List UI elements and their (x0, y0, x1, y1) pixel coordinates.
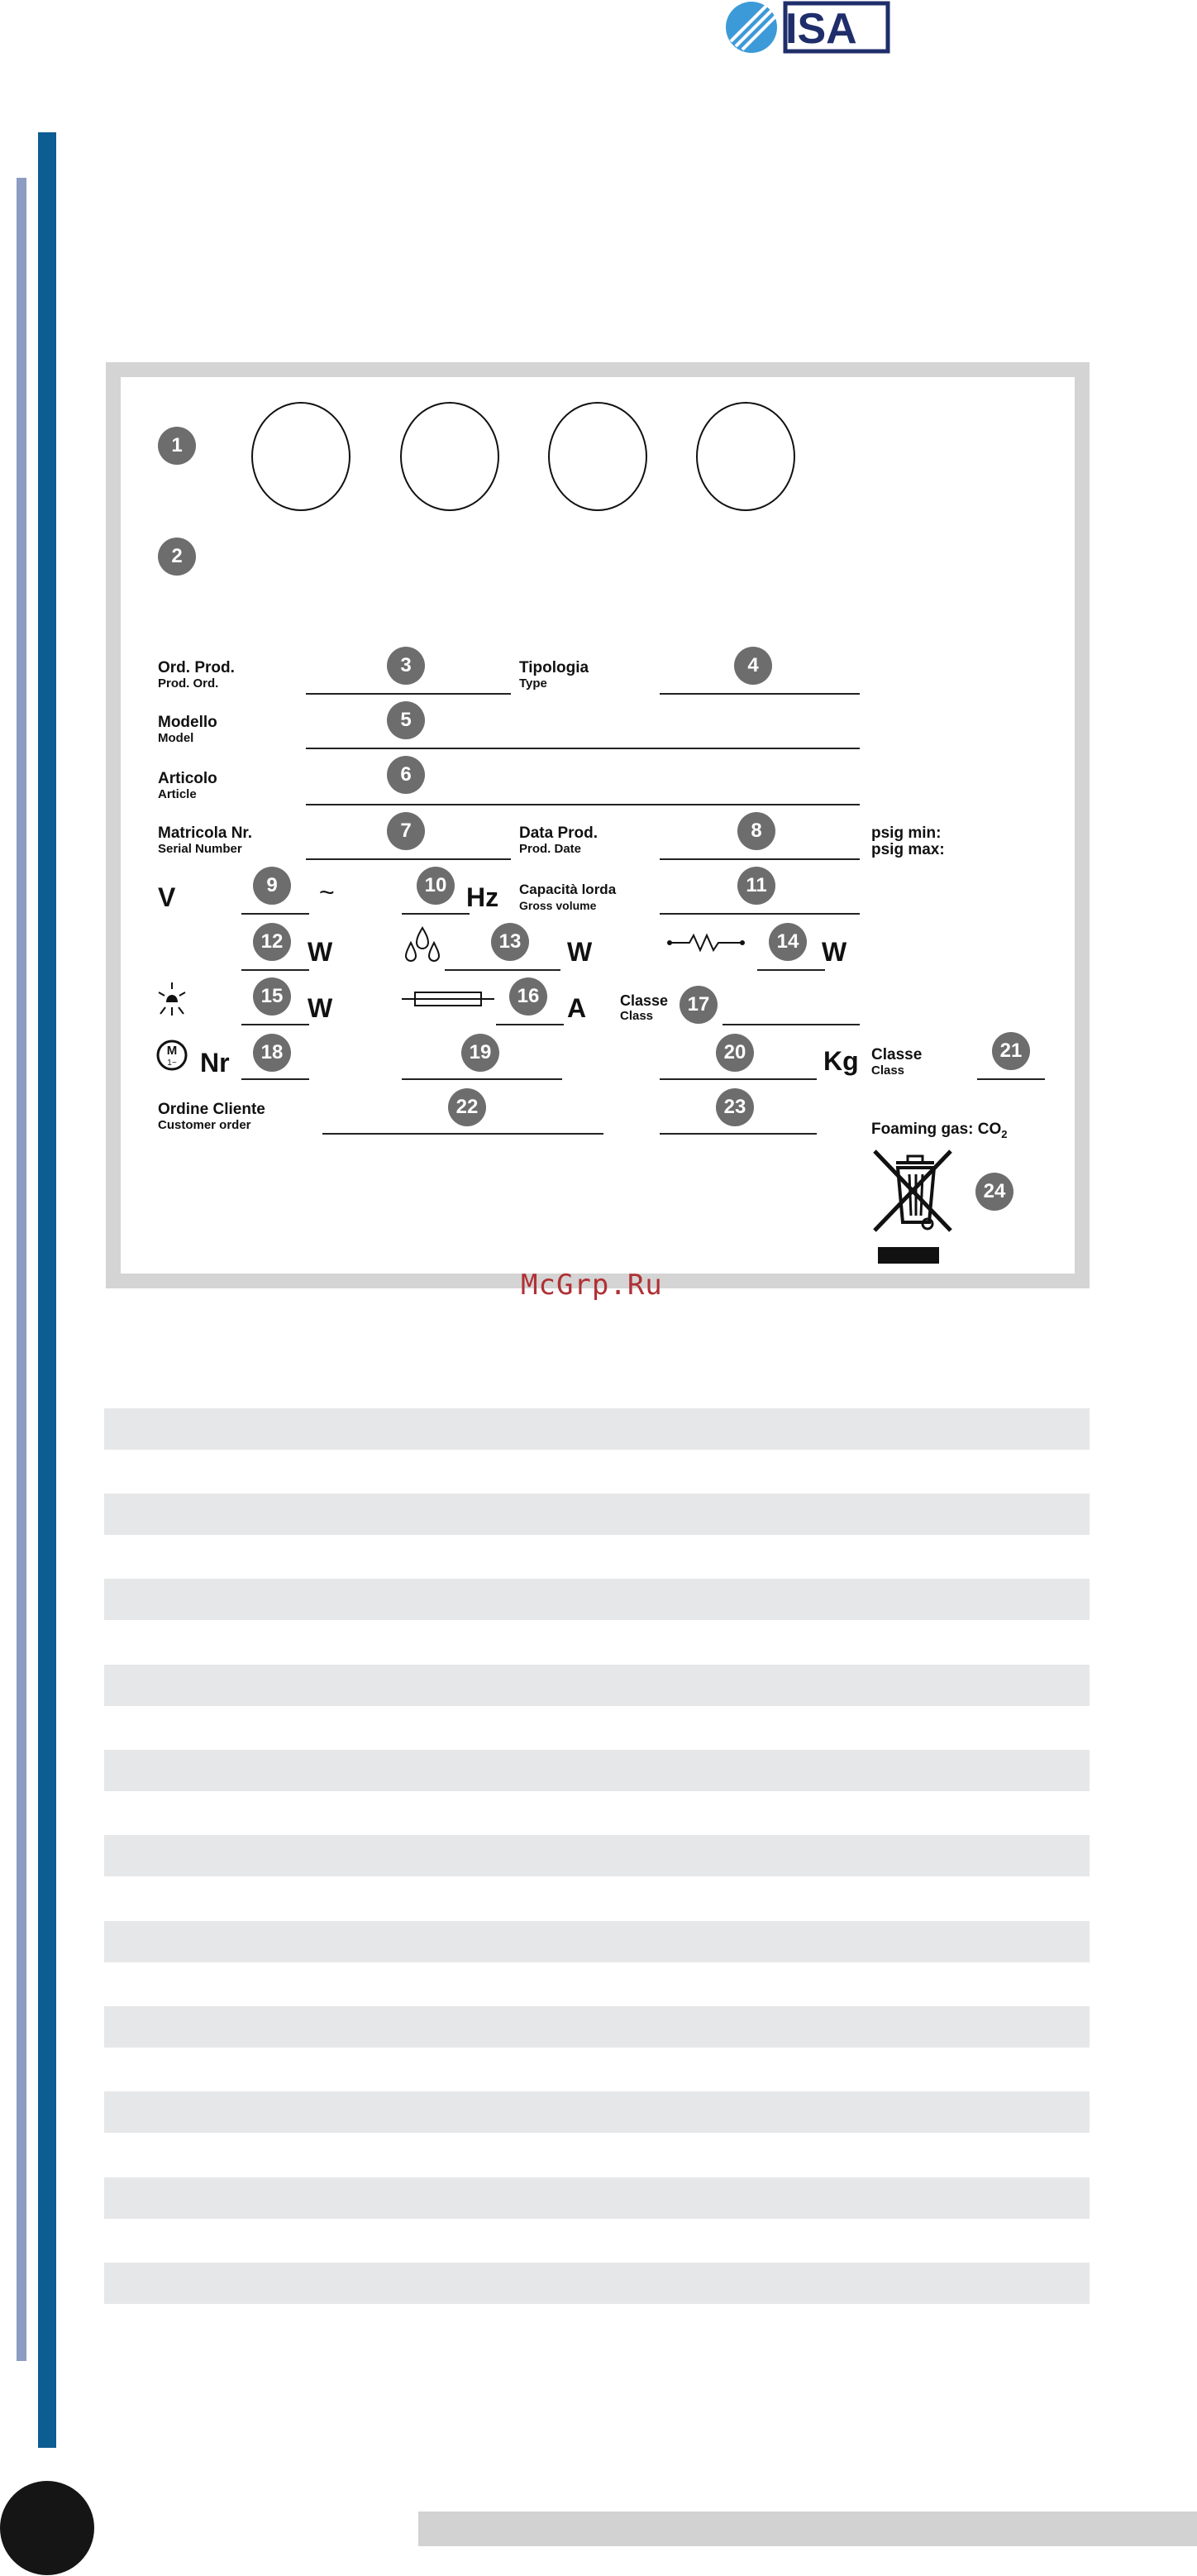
empty-row (104, 1579, 1090, 1620)
ac-tilde: ~ (319, 877, 335, 907)
field-line (306, 804, 860, 805)
logo-text: ISA (785, 5, 857, 53)
marker-20: 20 (716, 1034, 754, 1072)
watt-unit: W (822, 937, 847, 967)
watermark: McGrp.Ru (521, 1269, 663, 1302)
marker-16: 16 (509, 977, 547, 1016)
field-line (306, 693, 511, 695)
side-accent-bar-light (17, 178, 26, 2361)
cert-mark-circle (696, 402, 795, 511)
field-line (977, 1078, 1045, 1080)
svg-text:1~: 1~ (167, 1059, 177, 1068)
marker-11: 11 (737, 867, 775, 905)
kg-unit: Kg (823, 1046, 859, 1076)
empty-row (104, 1494, 1090, 1535)
marker-10: 10 (417, 867, 455, 905)
classe-label: Classe Class (620, 992, 669, 1023)
field-line (306, 748, 860, 749)
nr-unit: Nr (200, 1048, 230, 1078)
empty-row (104, 1665, 1090, 1706)
empty-row (104, 1921, 1090, 1962)
field-line (660, 693, 860, 695)
data-prod-label: Data Prod. Prod. Date (519, 824, 598, 856)
marker-5: 5 (387, 701, 425, 739)
field-line (757, 969, 825, 971)
motor-icon (155, 1039, 188, 1076)
cert-mark-circle (548, 402, 647, 511)
psig-label: psig min: psig max: (871, 824, 945, 858)
svg-text:M: M (166, 1044, 178, 1058)
marker-14: 14 (769, 923, 807, 961)
classe-label: Classe Class (871, 1046, 923, 1078)
empty-row (104, 2177, 1090, 2219)
marker-21: 21 (992, 1032, 1030, 1070)
marker-17: 17 (680, 986, 718, 1024)
marker-22: 22 (448, 1088, 486, 1126)
capacita-label: Capacità lorda Gross volume (519, 882, 617, 912)
heater-resistor-icon (666, 933, 746, 957)
rating-plate (106, 362, 1090, 1288)
marker-6: 6 (387, 756, 425, 794)
field-line (660, 1133, 817, 1135)
field-line (241, 969, 309, 971)
cert-mark-circle (251, 402, 351, 511)
marker-19: 19 (461, 1034, 499, 1072)
defrost-drops-icon (403, 926, 441, 968)
foaming-gas-label: Foaming gas: $CO_2$ (871, 1121, 1008, 1140)
side-accent-bar-dark (38, 132, 56, 2448)
marker-18: 18 (253, 1034, 291, 1072)
marker-9: 9 (253, 867, 291, 905)
marker-13: 13 (491, 923, 529, 961)
field-line (722, 1024, 860, 1025)
articolo-label: Articolo Article (158, 770, 217, 801)
hertz-unit: Hz (466, 882, 499, 912)
marker-4: 4 (734, 647, 772, 685)
marker-23: 23 (716, 1088, 754, 1126)
footer-bar (418, 2511, 1197, 2546)
volt-unit: V (158, 882, 176, 912)
empty-row (104, 2091, 1090, 2133)
modello-label: Modello Model (158, 714, 217, 745)
empty-row (104, 1750, 1090, 1791)
marker-2: 2 (158, 538, 196, 576)
amp-unit: A (567, 993, 587, 1023)
fuse-icon (402, 989, 494, 1013)
empty-row (104, 1408, 1090, 1450)
marker-24: 24 (975, 1173, 1013, 1211)
field-line (660, 858, 860, 860)
empty-row (104, 2006, 1090, 2048)
watt-unit: W (567, 937, 593, 967)
watt-unit: W (308, 937, 333, 967)
ordine-cliente-label: Ordine Cliente Customer order (158, 1101, 265, 1132)
ord-prod-label: Ord. Prod. Prod. Ord. (158, 659, 235, 691)
field-line (496, 1024, 564, 1025)
marker-7: 7 (387, 812, 425, 850)
field-line (241, 1078, 309, 1080)
isa-logo (724, 0, 891, 55)
field-line (660, 1078, 817, 1080)
field-line (660, 913, 860, 915)
field-line (445, 969, 560, 971)
field-line (322, 1133, 603, 1135)
marker-12: 12 (253, 923, 291, 961)
field-line (241, 913, 309, 915)
field-line (402, 913, 470, 915)
cert-mark-circle (400, 402, 499, 511)
weee-bin-icon (870, 1148, 961, 1268)
watt-unit: W (308, 993, 333, 1023)
field-line (241, 1024, 309, 1025)
marker-1: 1 (158, 427, 196, 465)
field-line (306, 858, 511, 860)
lamp-icon (155, 981, 188, 1023)
marker-15: 15 (253, 977, 291, 1016)
marker-3: 3 (387, 647, 425, 685)
marker-8: 8 (737, 812, 775, 850)
tipologia-label: Tipologia Type (519, 659, 589, 691)
empty-row (104, 2263, 1090, 2304)
field-line (402, 1078, 562, 1080)
matricola-label: Matricola Nr. Serial Number (158, 824, 253, 856)
page-number-circle (0, 2481, 94, 2575)
empty-row (104, 1835, 1090, 1876)
